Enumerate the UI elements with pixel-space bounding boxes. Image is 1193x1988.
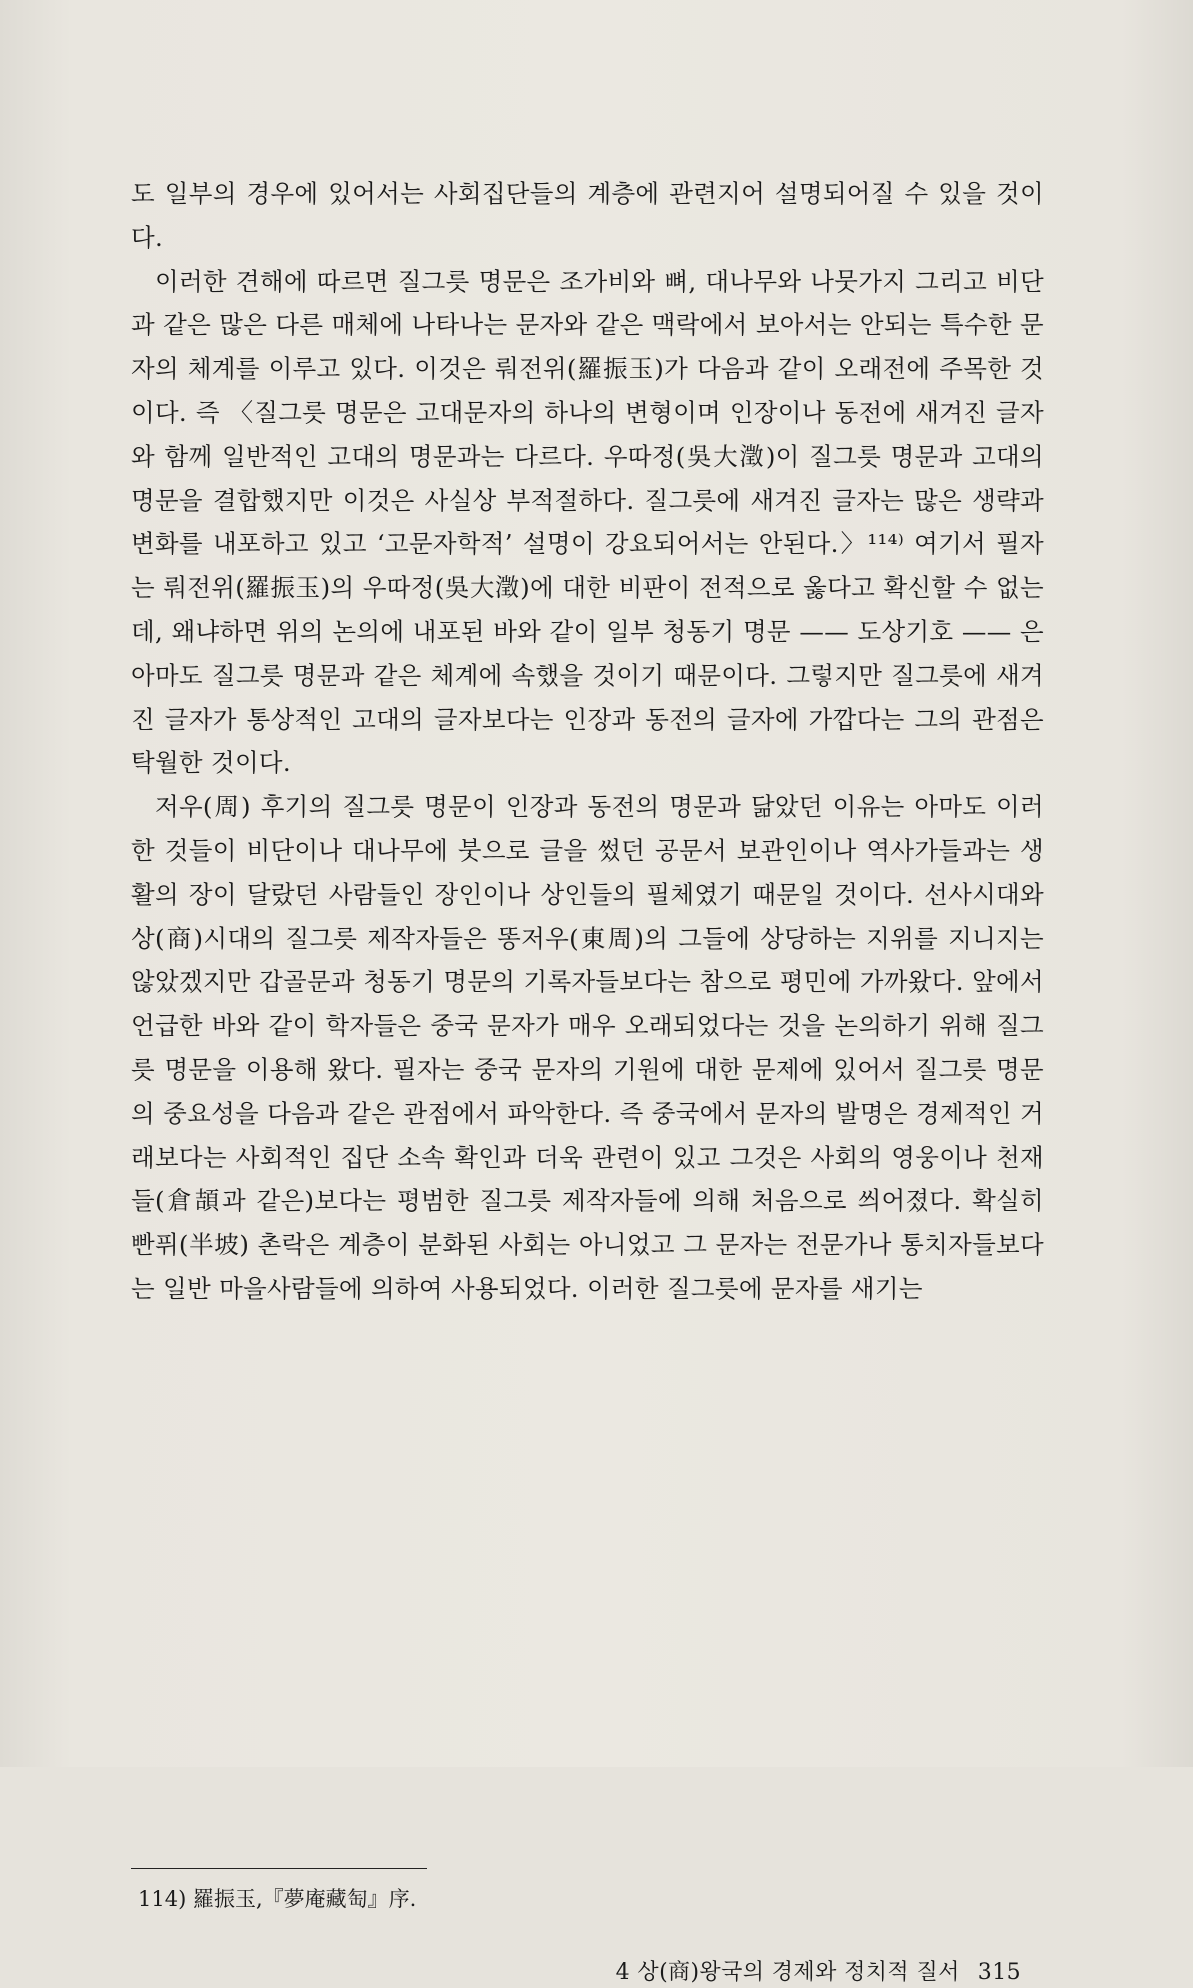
footnote: 114) 羅振玉,『夢庵藏匋』序.	[138, 1887, 417, 1911]
page-number: 315	[977, 1960, 1021, 1985]
paragraph-continuation: 도 일부의 경우에 있어서는 사회집단들의 계층에 관련지어 설명되어질 수 있을 것이다.	[131, 179, 1044, 252]
paragraph: 이러한 견해에 따르면 질그릇 명문은 조가비와 뼈, 대나무와 나뭇가지 그리고 비단과 같은 많은 다른 매체에 나타나는 문자와 같은 맥락에서 보아서는 안되는 특수한 문자의 체계를 이루고 있다. 이것은 뤄전위(羅振玉)가 다음과 같이 오래전에 주목한 것이다. 즉 〈질그릇 명문은 고대문자의 하나의 변형이며 인장이나 동전에 새겨진 글자와 함께 일반적인 고대의 명문과는 다르다. 우따정(吳大澂)이 질그릇 명문과 고대의 명문을 결합했지만 이것은 사실상 부적절하다. 질그릇에 새겨진 글자는 많은 생략과 변화를 내포하고 있고 ‘고문자학적’ 설명이 강요되어서는 안된다.〉¹¹⁴⁾ 여기서 필자는 뤄전위(羅振玉)의 우따정(吳大澂)에 대한 비판이 전적으로 옳다고 확신할 수 없는데, 왜냐하면 위의 논의에 내포된 바와 같이 일부 청동기 명문 —— 도상기호 —— 은 아마도 질그릇 명문과 같은 체계에 속했을 것이기 때문이다. 그렇지만 질그릇에 새겨진 글자가 통상적인 고대의 글자보다는 인장과 동전의 글자에 가깝다는 그의 관점은 탁월한 것이다.	[131, 266, 1044, 778]
running-title: 4 상(商)왕국의 경제와 정치적 질서	[615, 1960, 960, 1985]
running-footer	[616, 1958, 1021, 1988]
paragraph: 저우(周) 후기의 질그릇 명문이 인장과 동전의 명문과 닮았던 이유는 아마도 이러한 것들이 비단이나 대나무에 붓으로 글을 썼던 공문서 보관인이나 역사가들과는 생활의 장이 달랐던 사람들인 장인이나 상인들의 필체였기 때문일 것이다. 선사시대와 상(商)시대의 질그릇 제작자들은 똥저우(東周)의 그들에 상당하는 지위를 지니지는 않았겠지만 갑골문과 청동기 명문의 기록자들보다는 참으로 평민에 가까왔다. 앞에서 언급한 바와 같이 학자들은 중국 문자가 매우 오래되었다는 것을 논의하기 위해 질그릇 명문을 이용해 왔다. 필자는 중국 문자의 기원에 대한 문제에 있어서 질그릇 명문의 중요성을 다음과 같은 관점에서 파악한다. 즉 중국에서 문자의 발명은 경제적인 거래보다는 사회적인 집단 소속 확인과 더욱 관련이 있고 그것은 사회의 영웅이나 천재들(倉頡과 같은)보다는 평범한 질그릇 제작자들에 의해 처음으로 씌어졌다. 확실히 빤퓌(半坡) 촌락은 계층이 분화된 사회는 아니었고 그 문자는 전문가나 통치자들보다는 일반 마을사람들에 의하여 사용되었다. 이러한 질그릇에 문자를 새기는	[131, 792, 1044, 1303]
main-text	[131, 172, 1044, 1311]
footnote-divider	[131, 1868, 427, 1869]
